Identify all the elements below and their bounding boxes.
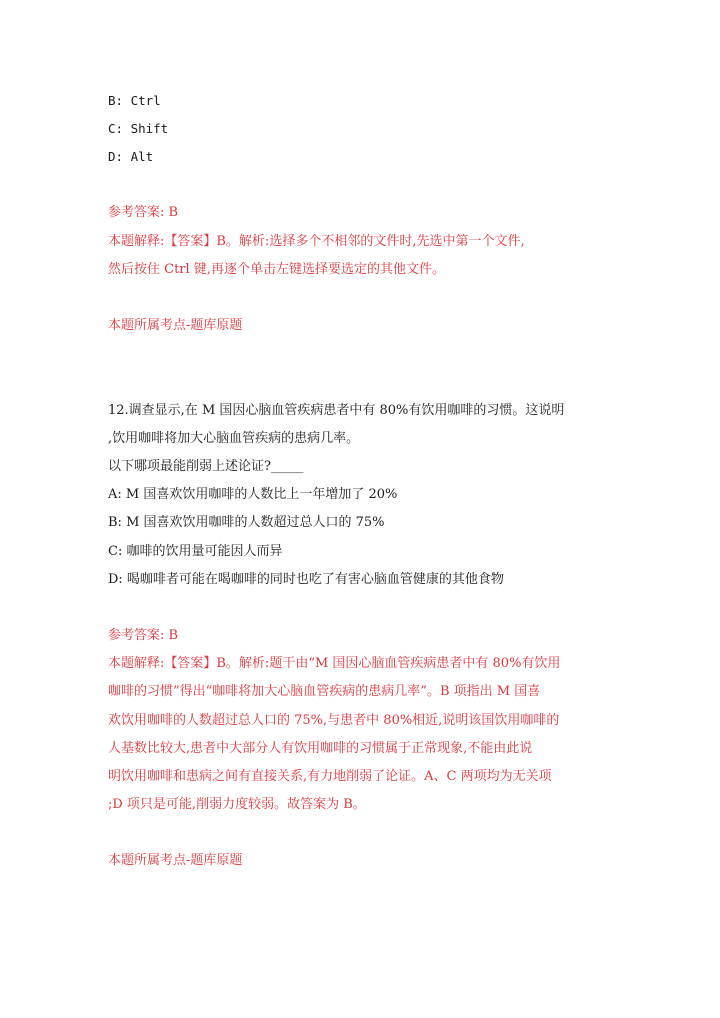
question-prompt: 以下哪项最能削弱上述论证?_____ <box>108 459 304 474</box>
explanation-line-2: 然后按住 Ctrl 键,再逐个单击左键选择要选定的其他文件。 <box>108 262 445 277</box>
explanation-line-4: 人基数比较大,患者中大部分人有饮用咖啡的习惯属于正常现象,不能由此说 <box>108 741 533 756</box>
option-b: B: M 国喜欢饮用咖啡的人数超过总人口的 75% <box>108 515 385 530</box>
option-d: D: 喝咖啡者可能在喝咖啡的同时也吃了有害心脑血管健康的其他食物 <box>108 572 504 587</box>
reference-answer: 参考答案: B <box>108 628 179 643</box>
option-a: A: M 国喜欢饮用咖啡的人数比上一年增加了 20% <box>108 487 398 502</box>
source-tag: 本题所属考点-题库原题 <box>108 853 243 868</box>
explanation-line-2: 咖啡的习惯”得出“咖啡将加大心脑血管疾病的患病几率”。B 项指出 M 国喜 <box>108 684 541 699</box>
explanation-line-3: 欢饮用咖啡的人数超过总人口的 75%,与患者中 80%相近,说明该国饮用咖啡的 <box>108 713 560 728</box>
option-b: B: Ctrl <box>108 93 161 108</box>
reference-answer: 参考答案: B <box>108 205 179 220</box>
question-stem-line-1: 12.调查显示,在 M 国因心脑血管疾病患者中有 80%有饮用咖啡的习惯。这说明 <box>108 403 565 418</box>
option-c: C: Shift <box>108 121 169 136</box>
option-c: C: 咖啡的饮用量可能因人而异 <box>108 544 283 559</box>
explanation-line-1: 本题解释:【答案】B。解析:题干由“M 国因心脑血管疾病患者中有 80%有饮用 <box>108 656 561 671</box>
explanation-line-1: 本题解释:【答案】B。解析:选择多个不相邻的文件时,先选中第一个文件, <box>108 234 525 249</box>
source-tag: 本题所属考点-题库原题 <box>108 318 243 333</box>
question-stem-line-2: ,饮用咖啡将加大心脑血管疾病的患病几率。 <box>108 431 360 446</box>
explanation-line-5: 明饮用咖啡和患病之间有直接关系,有力地削弱了论证。A、C 两项均为无关项 <box>108 769 552 784</box>
option-d: D: Alt <box>108 149 154 164</box>
explanation-line-6: ;D 项只是可能,削弱力度较弱。故答案为 B。 <box>108 797 366 812</box>
